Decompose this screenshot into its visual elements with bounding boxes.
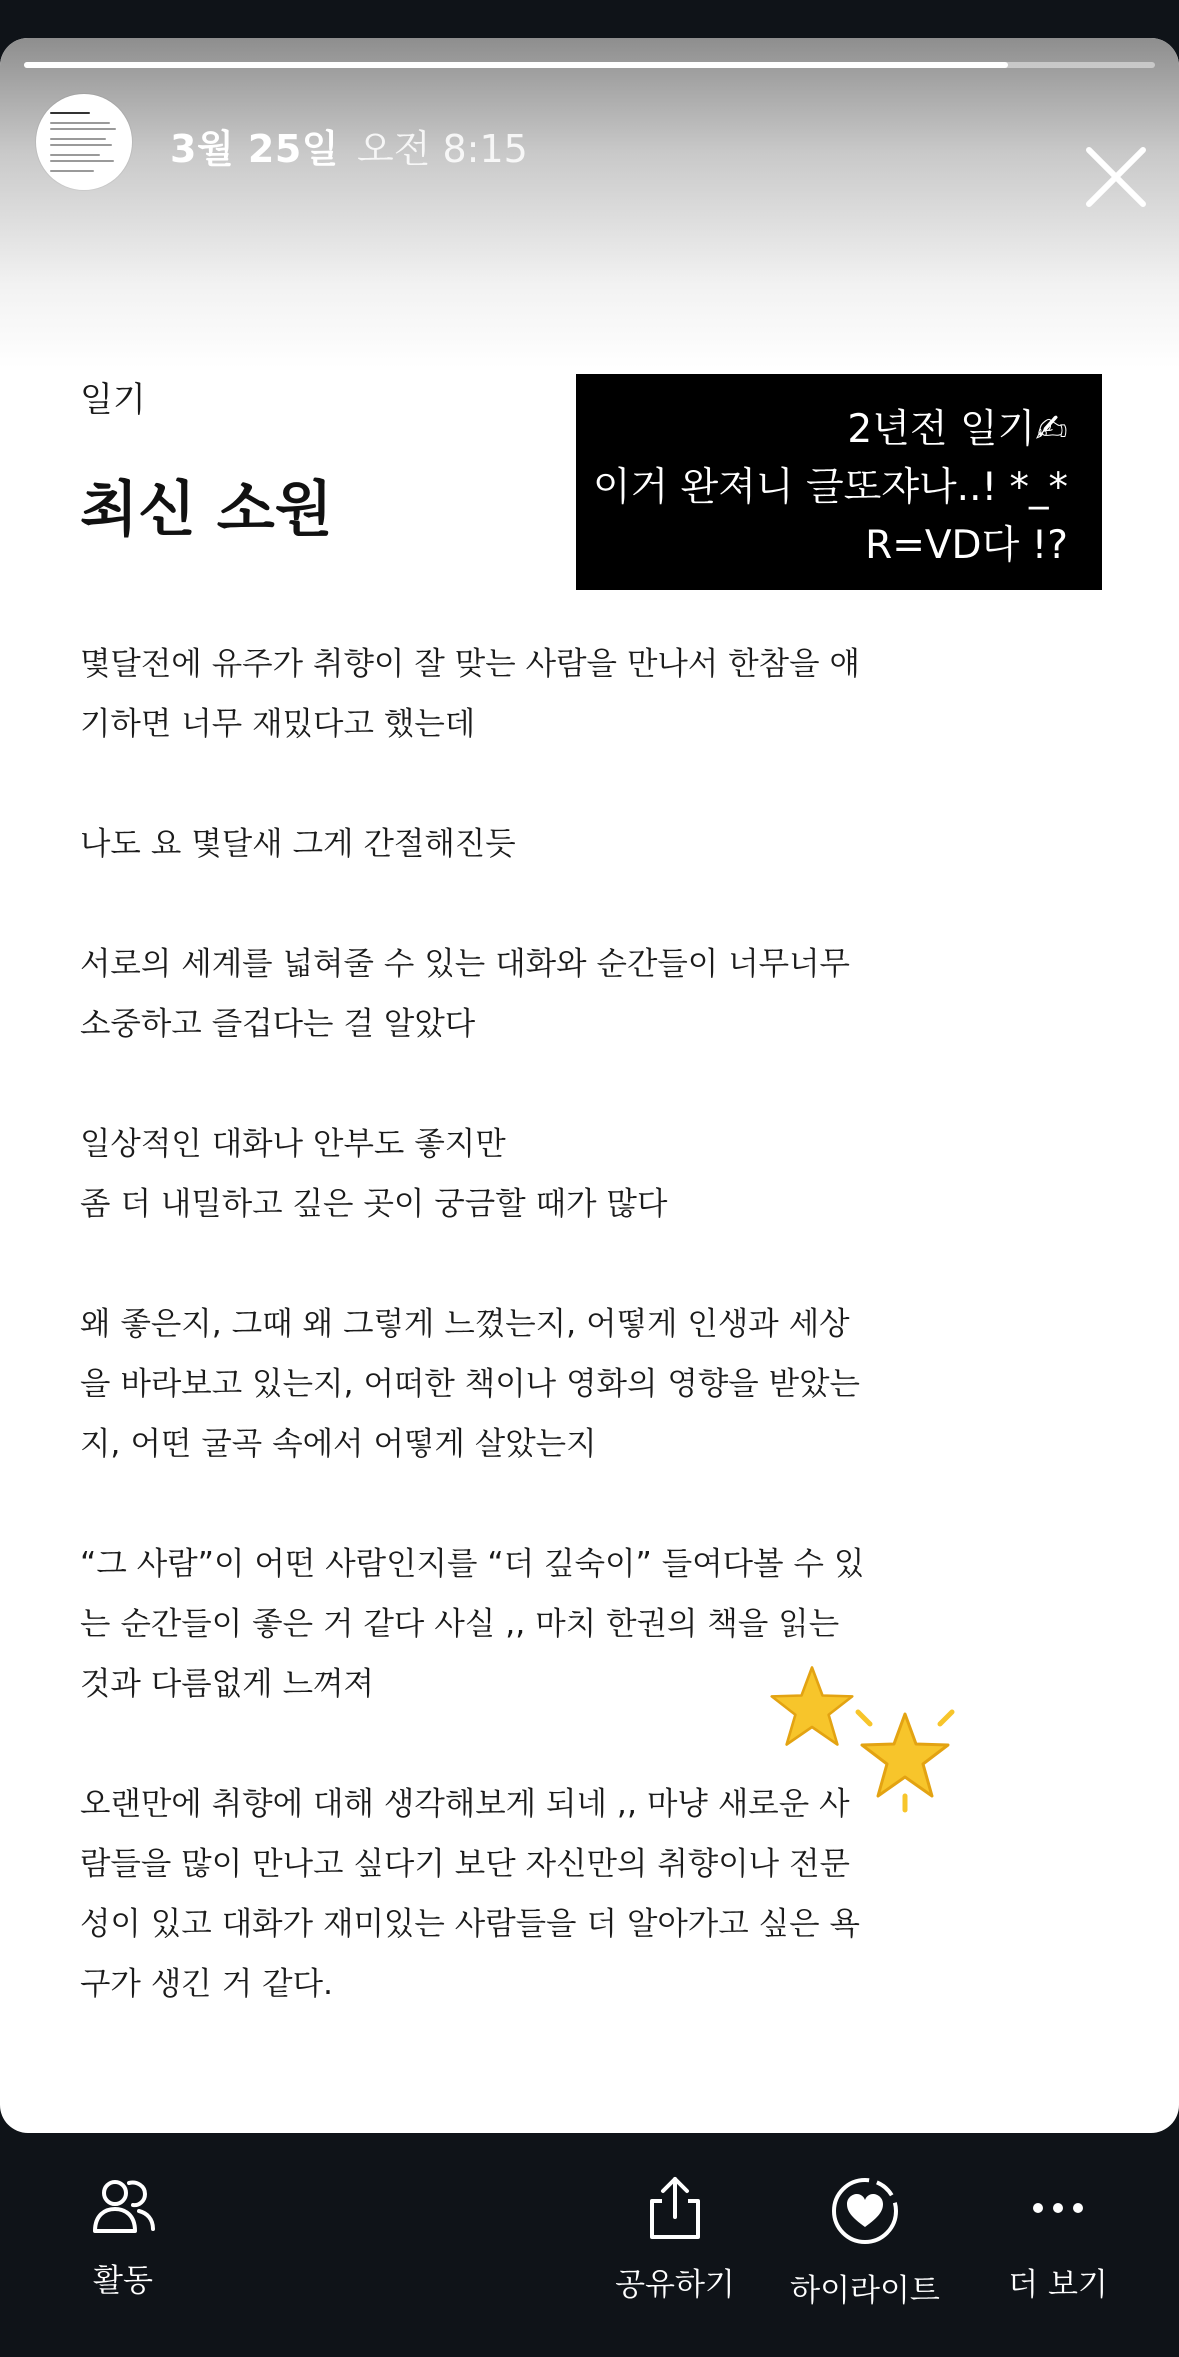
- share-button[interactable]: [605, 2175, 745, 2304]
- glowing-star-icon: [850, 1700, 960, 1818]
- story-date: 3월 25일: [170, 127, 339, 171]
- diary-line: 성이 있고 대화가 재미있는 사람들을 더 알아가고 싶은 욕: [80, 1906, 860, 1942]
- highlight-button[interactable]: [790, 2175, 940, 2310]
- story-time: 오전 8:15: [357, 127, 528, 171]
- people-icon: [89, 2175, 157, 2237]
- story-progress-fill: [24, 62, 1008, 68]
- note-text-box: [576, 374, 1102, 590]
- diary-label: 일기: [80, 380, 146, 420]
- diary-line: “그 사람”이 어떤 사람인지를 “더 깊숙이” 들여다볼 수 있: [80, 1546, 865, 1582]
- diary-line: 몇달전에 유주가 취향이 잘 맞는 사람을 만나서 한참을 얘: [80, 646, 860, 682]
- activity-button[interactable]: [68, 2175, 178, 2300]
- diary-paragraph: [80, 1534, 880, 1714]
- note-line-2: 이거 완져니 글또쟈나..! *_*: [592, 465, 1068, 510]
- diary-line: 일상적인 대화나 안부도 좋지만: [80, 1126, 506, 1162]
- highlight-label: 하이라이트: [790, 2273, 940, 2309]
- diary-line: 나도 요 몇달새 그게 간절해진듯: [80, 826, 516, 862]
- diary-body: [80, 634, 880, 2074]
- star-icon: [768, 1664, 856, 1748]
- share-icon: [642, 2175, 708, 2241]
- diary-line: 기하면 너무 재밌다고 했는데: [80, 706, 476, 742]
- diary-line: 왜 좋은지, 그때 왜 그렇게 느꼈는지, 어떻게 인생과 세상: [80, 1306, 850, 1342]
- story-card[interactable]: [0, 38, 1179, 2133]
- diary-title: 최신 소원: [80, 475, 333, 545]
- diary-line: 을 바라보고 있는지, 어떠한 책이나 영화의 영향을 받았는: [80, 1366, 860, 1402]
- close-button[interactable]: [1083, 144, 1149, 210]
- story-header-gradient: [0, 38, 1179, 368]
- diary-paragraph: [80, 934, 880, 1054]
- diary-paragraph: [80, 1114, 880, 1234]
- diary-line: 는 순간들이 좋은 거 같다 사실 ,, 마치 한권의 책을 읽는: [80, 1606, 840, 1642]
- diary-line: 람들을 많이 만나고 싶다기 보단 자신만의 취향이나 전문: [80, 1846, 850, 1882]
- diary-paragraph: [80, 814, 880, 874]
- bottom-action-bar: [0, 2133, 1179, 2357]
- activity-label: 활동: [93, 2263, 153, 2299]
- diary-line: 소중하고 즐겁다는 걸 알았다: [80, 1006, 476, 1042]
- diary-line: 지, 어떤 굴곡 속에서 어떻게 살았는지: [80, 1426, 597, 1462]
- share-label: 공유하기: [615, 2267, 735, 2303]
- note-line-3: R=VD다 !?: [865, 523, 1068, 568]
- diary-paragraph: [80, 1294, 880, 1474]
- diary-paragraph: [80, 634, 880, 754]
- diary-line: 좀 더 내밀하고 깊은 곳이 궁금할 때가 많다: [80, 1186, 668, 1222]
- more-icon: [1028, 2175, 1088, 2241]
- diary-line: 것과 다름없게 느껴져: [80, 1666, 374, 1702]
- diary-line: 서로의 세계를 넓혀줄 수 있는 대화와 순간들이 너무너무: [80, 946, 850, 982]
- diary-line: 구가 생긴 거 같다.: [80, 1966, 334, 2002]
- close-icon: [1083, 144, 1149, 210]
- highlight-heart-icon: [829, 2175, 901, 2247]
- note-line-1: 2년전 일기✍: [847, 407, 1068, 452]
- diary-paragraph: [80, 1774, 880, 2014]
- story-progress-bar: [24, 62, 1155, 68]
- diary-line: 오랜만에 취향에 대해 생각해보게 되네 ,, 마냥 새로운 사: [80, 1786, 850, 1822]
- more-button[interactable]: [996, 2175, 1120, 2304]
- avatar[interactable]: [36, 94, 132, 190]
- more-label: 더 보기: [1008, 2267, 1108, 2303]
